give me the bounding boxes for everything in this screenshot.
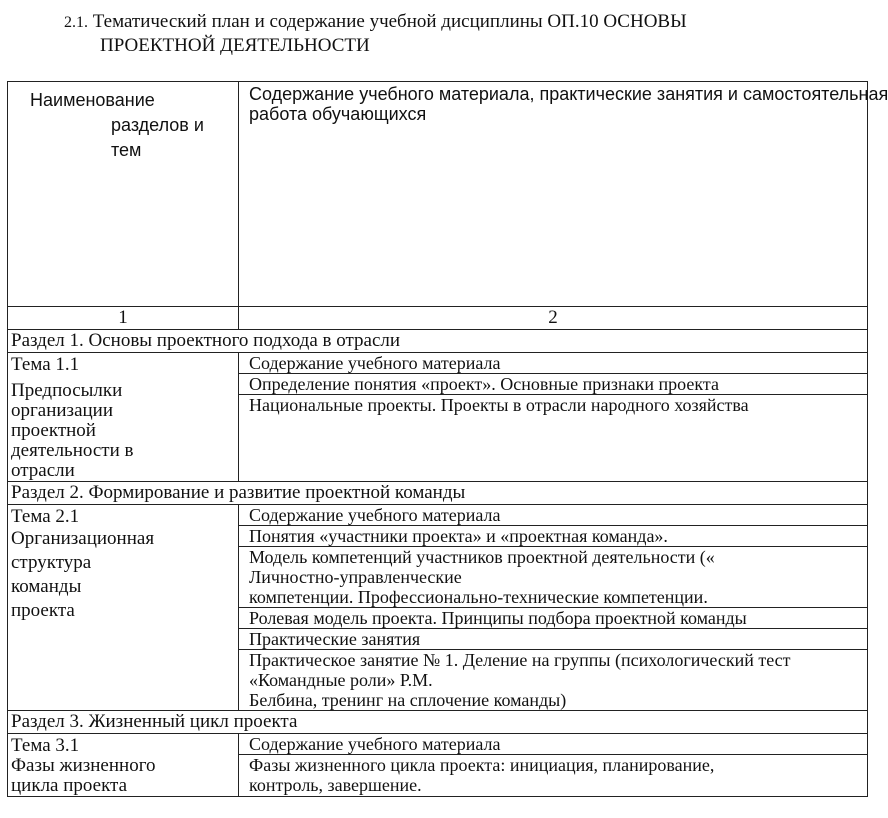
topic-line: Организационная (11, 528, 155, 549)
topic-line: проекта (11, 600, 75, 621)
section-row (8, 330, 868, 353)
header-col-2-line: работа обучающихся (249, 104, 427, 124)
table-row (8, 353, 868, 374)
header-col-1 (8, 82, 239, 307)
content-cell (239, 755, 868, 797)
section-title: Раздел 2. Формирование и развитие проектной команды (8, 482, 868, 505)
section-row (8, 482, 868, 505)
topic-line: Тема 2.1 (11, 506, 80, 527)
topic-line: Фазы жизненного (11, 755, 156, 776)
table-row (8, 505, 868, 526)
column-number: 2 (239, 307, 868, 330)
heading-line-2: ПРОЕКТНОЙ ДЕЯТЕЛЬНОСТИ (100, 35, 370, 56)
table-row (8, 734, 868, 755)
header-col-1-line: разделов и (111, 115, 204, 135)
content-line: «Командные роли» Р.М. (249, 670, 433, 690)
content-cell (239, 547, 868, 608)
column-number-row (8, 307, 868, 330)
topic-line: проектной (11, 420, 96, 441)
thematic-plan-table (7, 81, 888, 797)
topic-line: Тема 3.1 (11, 735, 80, 756)
topic-cell (8, 734, 239, 797)
section-title: Раздел 3. Жизненный цикл проекта (8, 711, 868, 734)
heading-number: 2.1. (64, 14, 88, 31)
header-col-1-line: тем (111, 140, 142, 160)
content-line: Личностно-управленческие (249, 567, 462, 587)
topic-line: команды (11, 576, 82, 597)
content-line: Практическое занятие № 1. Деление на группы (психологический тест (249, 650, 791, 670)
header-col-1-line: Наименование (30, 90, 155, 110)
content-cell: Содержание учебного материала (239, 734, 868, 755)
section-row (8, 711, 868, 734)
topic-line: Тема 1.1 (11, 354, 80, 375)
topic-line: деятельности в (11, 440, 134, 461)
topic-line: организации (11, 400, 114, 421)
section-title: Раздел 1. Основы проектного подхода в отрасли (8, 330, 868, 353)
topic-line: цикла проекта (11, 775, 128, 796)
topic-line: структура (11, 552, 92, 573)
content-line: Модель компетенций участников проектной деятельности (« (249, 547, 715, 567)
content-cell: Практические занятия (239, 629, 868, 650)
document-heading (64, 10, 687, 56)
column-number: 1 (8, 307, 239, 330)
topic-cell (8, 505, 239, 711)
topic-line: отрасли (11, 460, 75, 481)
content-cell: Содержание учебного материала (239, 353, 868, 374)
content-cell: Понятия «участники проекта» и «проектная команда». (239, 526, 868, 547)
topic-line: Предпосылки (11, 380, 123, 401)
heading-line-1: Тематический план и содержание учебной дисциплины ОП.10 ОСНОВЫ (92, 11, 687, 32)
content-cell (239, 650, 868, 711)
content-cell: Содержание учебного материала (239, 505, 868, 526)
content-cell: Национальные проекты. Проекты в отрасли народного хозяйства (239, 395, 868, 482)
content-cell: Ролевая модель проекта. Принципы подбора проектной команды (239, 608, 868, 629)
header-col-2 (239, 82, 888, 307)
content-line: контроль, завершение. (249, 775, 422, 796)
table-header-row (8, 82, 868, 307)
header-col-2-line: Содержание учебного материала, практические занятия и самостоятельная (249, 84, 888, 104)
topic-cell (8, 353, 239, 482)
content-line: Фазы жизненного цикла проекта: инициация, планирование, (249, 755, 715, 776)
content-cell: Определение понятия «проект». Основные признаки проекта (239, 374, 868, 395)
content-line: Белбина, тренинг на сплочение команды) (249, 690, 567, 710)
content-line: компетенции. Профессионально-технические компетенции. (249, 587, 708, 607)
